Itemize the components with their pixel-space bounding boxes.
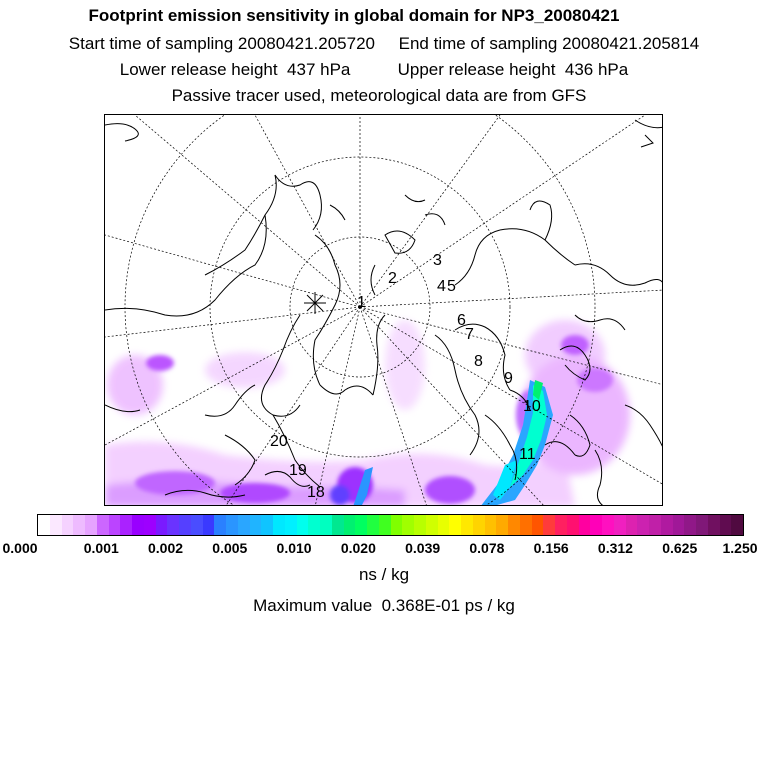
colorbar-tick-label: 0.078 (469, 540, 505, 556)
colorbar-tick-label: 0.010 (276, 540, 312, 556)
colorbar-swatch (50, 515, 62, 535)
colorbar-swatch (62, 515, 74, 535)
colorbar-swatch (156, 515, 168, 535)
colorbar-swatch (449, 515, 461, 535)
plot-title: Footprint emission sensitivity in global domain for NP3_20080421 (88, 6, 620, 25)
colorbar-swatch (379, 515, 391, 535)
release-point-marker (304, 292, 326, 314)
colorbar-swatch (367, 515, 379, 535)
trajectory-label: 10 (523, 398, 541, 415)
footprint-map (104, 114, 663, 506)
trajectory-label: 7 (465, 326, 474, 343)
colorbar-swatch (344, 515, 356, 535)
map-canvas (105, 115, 663, 506)
colorbar-swatch (696, 515, 708, 535)
colorbar-swatch (297, 515, 309, 535)
colorbar-swatch (508, 515, 520, 535)
trajectory-label: 2 (388, 270, 397, 287)
colorbar-tick-label: 0.312 (597, 540, 633, 556)
colorbar-tick-label: 0.020 (340, 540, 376, 556)
colorbar-swatch (661, 515, 673, 535)
colorbar-swatch (731, 515, 743, 535)
colorbar-swatch (579, 515, 591, 535)
colorbar-tick-label: 0.625 (662, 540, 698, 556)
colorbar-tick-label: 0.005 (212, 540, 248, 556)
colorbar-swatch (720, 515, 732, 535)
colorbar-swatch (109, 515, 121, 535)
colorbar-swatch (214, 515, 226, 535)
colorbar-swatch (614, 515, 626, 535)
trajectory-label: 5 (447, 278, 456, 295)
colorbar-swatch (144, 515, 156, 535)
colorbar-swatch (555, 515, 567, 535)
release-height-line: Lower release height 437 hPa Upper release height 436 hPa (119, 60, 629, 79)
colorbar-swatch (73, 515, 85, 535)
colorbar-swatch (285, 515, 297, 535)
colorbar-swatch (520, 515, 532, 535)
colorbar-swatch (320, 515, 332, 535)
colorbar-swatch (85, 515, 97, 535)
colorbar (37, 514, 744, 536)
trajectory-label: 9 (504, 370, 513, 387)
colorbar-swatch (273, 515, 285, 535)
trajectory-label: 1 (357, 294, 366, 311)
trajectory-label: 3 (433, 252, 442, 269)
colorbar-swatch (132, 515, 144, 535)
colorbar-tick-label: 0.001 (83, 540, 119, 556)
trajectory-label: 19 (289, 462, 307, 479)
colorbar-swatch (226, 515, 238, 535)
sensitivity-field (105, 320, 630, 506)
colorbar-swatch (414, 515, 426, 535)
trajectory-label: 4 (437, 278, 446, 295)
colorbar-swatch (250, 515, 262, 535)
colorbar-swatch (332, 515, 344, 535)
colorbar-swatch (684, 515, 696, 535)
colorbar-swatch (673, 515, 685, 535)
trajectory-label: 8 (474, 353, 483, 370)
colorbar-swatch (191, 515, 203, 535)
colorbar-swatch (485, 515, 497, 535)
colorbar-swatch (402, 515, 414, 535)
colorbar-unit: ns / kg (358, 565, 410, 584)
colorbar-swatch (120, 515, 132, 535)
colorbar-swatch (426, 515, 438, 535)
colorbar-swatch (97, 515, 109, 535)
trajectory-label: 18 (307, 484, 325, 501)
colorbar-swatch (473, 515, 485, 535)
colorbar-tick-label: 0.002 (148, 540, 184, 556)
colorbar-swatch (461, 515, 473, 535)
trajectory-label: 11 (519, 446, 536, 463)
colorbar-swatch (708, 515, 720, 535)
colorbar-swatch (355, 515, 367, 535)
sampling-time-line: Start time of sampling 20080421.205720 End time of sampling 20080421.205814 (68, 34, 700, 53)
colorbar-tick-label: 0.039 (405, 540, 441, 556)
colorbar-swatch (238, 515, 250, 535)
colorbar-swatch (308, 515, 320, 535)
colorbar-swatch (496, 515, 508, 535)
colorbar-swatch (203, 515, 215, 535)
colorbar-swatch (38, 515, 50, 535)
colorbar-tick-label: 0.000 (2, 540, 38, 556)
colorbar-swatch (637, 515, 649, 535)
tracer-info-line: Passive tracer used, meteorological data are from GFS (171, 86, 587, 105)
colorbar-swatch (543, 515, 555, 535)
colorbar-swatch (438, 515, 450, 535)
colorbar-swatch (179, 515, 191, 535)
colorbar-swatch (532, 515, 544, 535)
colorbar-swatch (626, 515, 638, 535)
colorbar-swatch (590, 515, 602, 535)
colorbar-swatch (649, 515, 661, 535)
maximum-value-label: Maximum value 0.368E-01 ps / kg (253, 596, 515, 615)
colorbar-tick-label: 1.250 (722, 540, 758, 556)
trajectory-label: 6 (457, 312, 466, 329)
colorbar-swatch (261, 515, 273, 535)
colorbar-swatch (391, 515, 403, 535)
colorbar-swatch (602, 515, 614, 535)
colorbar-swatch (167, 515, 179, 535)
colorbar-swatch (567, 515, 579, 535)
trajectory-label: 20 (270, 433, 288, 450)
colorbar-tick-label: 0.156 (533, 540, 569, 556)
